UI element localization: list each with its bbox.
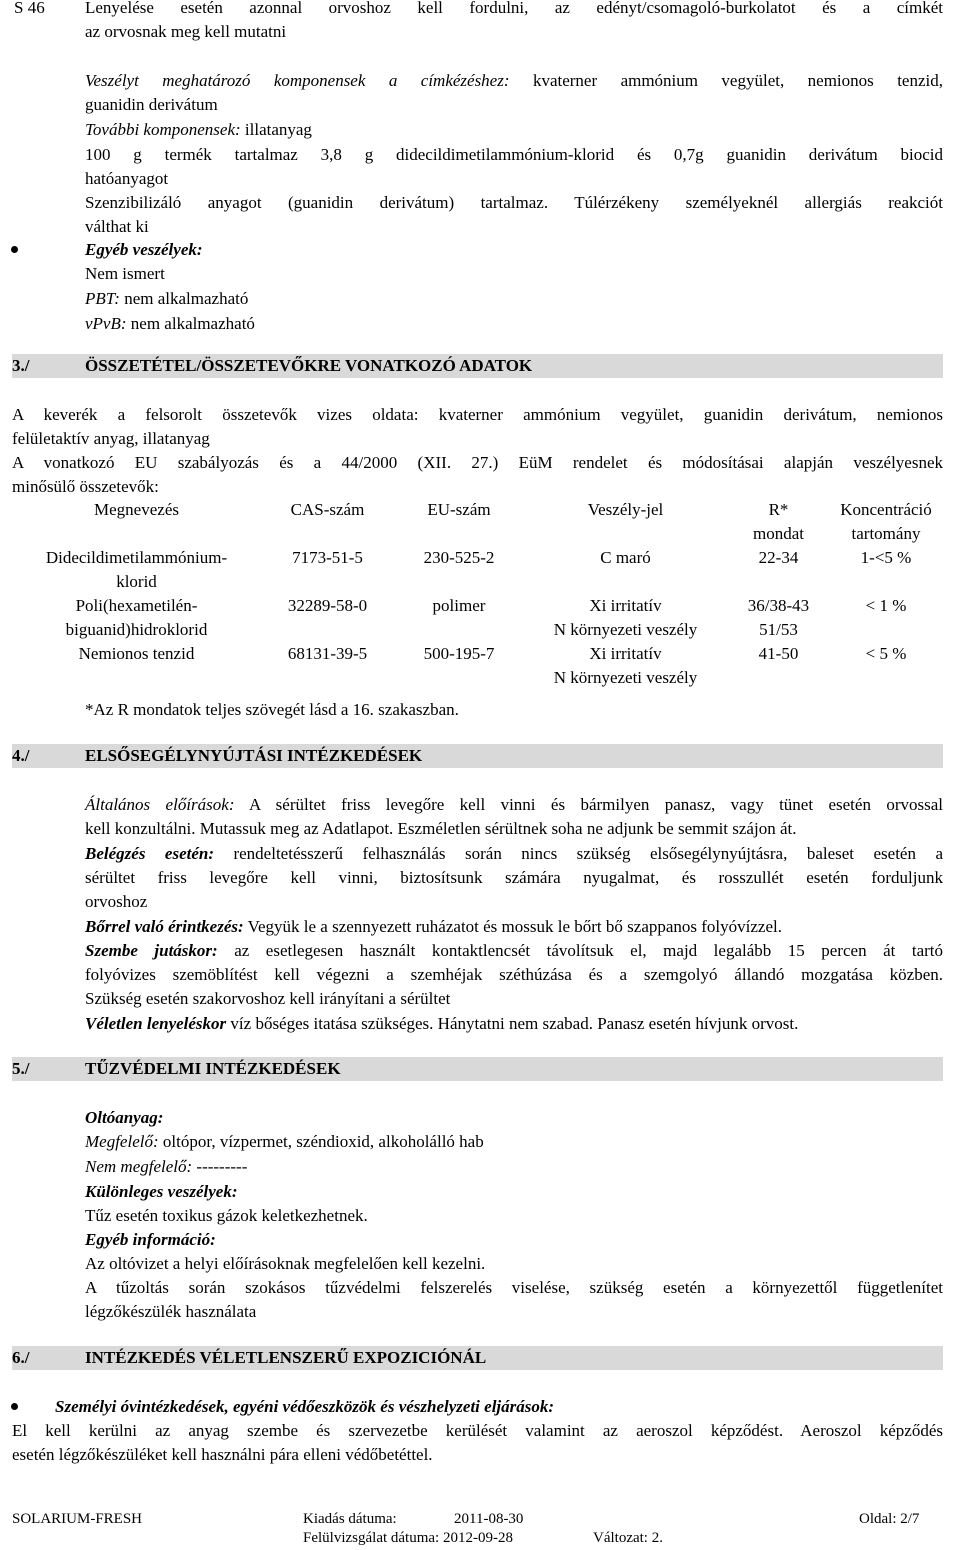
eye-contact-line-2: folyóvizes szemöblítést kell végezni a szemhéjak széthúzása és a szemgolyó állandó mozgatása közben. (85, 965, 943, 984)
determining-components-2: guanidin derivátum (85, 95, 218, 114)
eye-contact-line-3: Szükség esetén szakorvoshoz kell irányítani a sérültet (85, 989, 451, 1008)
skin-contact-text: Vegyük le a szennyezett ruházatot és mossuk le bőrt bő szappanos folyóvízzel. (243, 917, 782, 936)
table-cell (729, 594, 828, 642)
ingestion-label: Véletlen lenyeléskor (85, 1014, 227, 1033)
unsuitable-media-label: Nem megfelelő: (85, 1157, 193, 1176)
table-cell-line: < 5 % (865, 644, 907, 663)
table-cell-line: 68131-39-5 (287, 644, 368, 663)
content-line-1: 100 g termék tartalmaz 3,8 g didecildimetilammónium-klorid és 0,7g guanidin derivátum biocid (85, 145, 943, 164)
table-cell (396, 546, 522, 594)
pbt-value: nem alkalmazható (119, 289, 249, 308)
table-row (14, 546, 944, 594)
general-advice-line-1 (85, 793, 943, 817)
general-advice-label: Általános előírások: (85, 795, 235, 814)
table-header-cell (729, 498, 828, 546)
table-cell-line: 41-50 (758, 644, 799, 663)
table-cell (828, 594, 944, 642)
footer-issue-label: Kiadás dátuma: (303, 1511, 397, 1527)
sensitizer-line-2: válthat ki (85, 217, 149, 236)
table-cell-line: 51/53 (759, 620, 798, 639)
determining-components-text: kvaterner ammónium vegyület, nemionos tenzid, (509, 71, 943, 90)
table-cell (14, 594, 259, 642)
table-cell-line: N környezeti veszély (553, 668, 698, 687)
table-cell (729, 642, 828, 690)
table-cell-line: Xi irritatív (589, 596, 662, 615)
personal-precautions-heading: Személyi óvintézkedések, egyéni védőeszközök és vészhelyzeti eljárások: (55, 1397, 555, 1416)
table-cell-line: 230-525-2 (423, 548, 495, 567)
other-hazards-heading: Egyéb veszélyek: (85, 240, 203, 259)
section-5-title: TŰZVÉDELMI INTÉZKEDÉSEK (85, 1059, 341, 1078)
general-advice-line-2: kell konzultálni. Mutassuk meg az Adatlapot. Eszméletlen sérültnek soha ne adjunk be semmit szájon át. (85, 819, 797, 838)
section-3-number: 3./ (12, 356, 30, 375)
table-cell (259, 594, 396, 642)
table-cell-line: Nemionos tenzid (78, 644, 195, 663)
table-row (14, 594, 944, 642)
footer-product: SOLARIUM-FRESH (12, 1511, 143, 1527)
table-cell-line: C maró (600, 548, 651, 567)
table-cell-line: Didecildimetilammónium- (45, 548, 228, 567)
other-components (85, 118, 312, 142)
table-cell-line: 36/38-43 (747, 596, 810, 615)
unsuitable-media-text: --------- (192, 1157, 248, 1176)
table-cell (729, 546, 828, 594)
table-cell-line: 7173-51-5 (292, 548, 363, 567)
table-header-cell (522, 498, 729, 546)
table-header-cell (14, 498, 259, 546)
determining-components-label: Veszélyt meghatározó komponensek a címkézéshez: (85, 71, 510, 90)
bullet-icon (11, 1403, 18, 1410)
section-6-number: 6./ (12, 1348, 30, 1367)
table-cell-line: Veszély-jel (587, 500, 664, 519)
table-cell-line: Xi irritatív (589, 644, 662, 663)
pbt-line (85, 287, 248, 311)
special-hazards-text: Tűz esetén toxikus gázok keletkezhetnek. (85, 1206, 368, 1225)
s46-code: S 46 (14, 0, 45, 17)
inhalation-text: rendeltetésszerű felhasználás során nincs szükség elsősegélynyújtásra, baleset esetén a (214, 844, 943, 863)
table-cell-line: N környezeti veszély (553, 620, 698, 639)
determining-components (85, 69, 943, 93)
vpvb-value: nem alkalmazható (126, 314, 255, 333)
section-5-header (12, 1057, 943, 1081)
r-phrases-note: *Az R mondatok teljes szövegét lásd a 16. szakaszban. (85, 700, 459, 719)
vpvb-line (85, 312, 255, 336)
other-components-text: illatanyag (240, 120, 312, 139)
table-cell-line: klorid (116, 572, 157, 591)
table-cell-line: 32289-58-0 (287, 596, 368, 615)
eye-contact-label: Szembe jutáskor: (85, 941, 218, 960)
section-3-title: ÖSSZETÉTEL/ÖSSZETEVŐKRE VONATKOZÓ ADATOK (85, 356, 533, 375)
suitable-media-text: oltópor, vízpermet, széndioxid, alkoholálló hab (158, 1132, 484, 1151)
composition-table (14, 498, 944, 690)
general-advice-text: A sérültet friss levegőre kell vinni és bármilyen panasz, vagy tünet esetén orvossal (234, 795, 943, 814)
table-cell-line: CAS-szám (290, 500, 365, 519)
table-cell (259, 642, 396, 690)
table-header-cell (396, 498, 522, 546)
vpvb-label: vPvB: (85, 314, 127, 333)
ingestion-line (85, 1012, 798, 1036)
section-5-number: 5./ (12, 1059, 30, 1078)
unsuitable-media-line (85, 1155, 247, 1179)
s46-text-2: az orvosnak meg kell mutatni (85, 22, 287, 41)
eye-contact-line-1 (85, 939, 943, 963)
table-cell (522, 546, 729, 594)
section-3-para-1-line-2: felületaktív anyag, illatanyag (12, 429, 210, 448)
table-cell (828, 546, 944, 594)
table-header-cell (828, 498, 944, 546)
section-3-para-1-line-1: A keverék a felsorolt összetevők vizes oldata: kvaterner ammónium vegyület, guanidin derivátum, nemionos (12, 405, 943, 424)
table-cell (522, 594, 729, 642)
personal-precautions-line-1: El kell kerülni az anyag szembe és szervezetbe kerülését valamint az aeroszol képződést. Aeroszol képződés (12, 1421, 943, 1440)
table-cell-line: tartomány (851, 524, 921, 543)
section-3-para-2-line-1: A vonatkozó EU szabályozás és a 44/2000 (XII. 27.) EüM rendelet és módosításai alapján veszélyesnek (12, 453, 943, 472)
table-header-cell (259, 498, 396, 546)
skin-contact-label: Bőrrel való érintkezés: (85, 917, 244, 936)
table-cell-line: polimer (432, 596, 486, 615)
inhalation-line-1 (85, 842, 943, 866)
table-cell (396, 594, 522, 642)
table-cell-line: mondat (753, 524, 804, 543)
footer-version: Változat: 2. (593, 1530, 663, 1546)
table-cell-line: 22-34 (758, 548, 799, 567)
other-info-text-2: A tűzoltás során szokásos tűzvédelmi felszerelés viselése, szükség esetén a környezettől függetlenítet (85, 1278, 943, 1297)
s46-text: Lenyelése esetén azonnal orvoshoz kell fordulni, az edényt/csomagoló-burkolatot és a címkét (85, 0, 943, 17)
table-cell (14, 546, 259, 594)
table-cell-line: Poli(hexametilén- (75, 596, 198, 615)
table-cell (396, 642, 522, 690)
table-cell-line: Megnevezés (94, 500, 179, 519)
bullet-icon (11, 246, 18, 253)
section-4-number: 4./ (12, 746, 30, 765)
eye-contact-text: az esetlegesen használt kontaktlencsét távolítsuk el, majd legalább 15 percen át tartó (217, 941, 943, 960)
other-info-text-3: légzőkészülék használata (85, 1302, 257, 1321)
table-cell (259, 546, 396, 594)
other-hazards-line: Nem ismert (85, 264, 165, 283)
content-line-2: hatóanyagot (85, 169, 169, 188)
other-info-text: Az oltóvizet a helyi előírásoknak megfelelően kell kezelni. (85, 1254, 486, 1273)
table-cell (522, 642, 729, 690)
pbt-label: PBT: (85, 289, 120, 308)
other-info-heading: Egyéb információ: (85, 1230, 216, 1249)
section-4-header (12, 744, 943, 768)
footer-page: Oldal: 2/7 (859, 1511, 920, 1527)
table-cell-line: EU-szám (427, 500, 491, 519)
ingestion-text: víz bőséges itatása szükséges. Hánytatni nem szabad. Panasz esetén hívjunk orvost. (226, 1014, 799, 1033)
section-6-title: INTÉZKEDÉS VÉLETLENSZERŰ EXPOZICIÓNÁL (85, 1348, 487, 1367)
table-cell-line: < 1 % (865, 596, 907, 615)
table-cell-line: 1-<5 % (860, 548, 912, 567)
section-6-header (12, 1346, 943, 1370)
section-4-title: ELSŐSEGÉLYNYÚJTÁSI INTÉZKEDÉSEK (85, 746, 423, 765)
section-3-header (12, 354, 943, 378)
inhalation-line-2: sérültet friss levegőre kell vinni, biztosítsunk számára nyugalmat, és rosszullét esetén forduljunk (85, 868, 943, 887)
suitable-media-label: Megfelelő: (85, 1132, 159, 1151)
footer-issue-date: 2011-08-30 (454, 1511, 524, 1527)
section-3-para-2-line-2: minősülő összetevők: (12, 477, 159, 496)
inhalation-line-3: orvoshoz (85, 892, 148, 911)
special-hazards-heading: Különleges veszélyek: (85, 1182, 238, 1201)
inhalation-label: Belégzés esetén: (85, 844, 214, 863)
table-header-row (14, 498, 944, 546)
other-components-label: További komponensek: (85, 120, 241, 139)
suitable-media-line (85, 1130, 484, 1154)
skin-contact-line (85, 915, 782, 939)
table-cell-line: 500-195-7 (423, 644, 495, 663)
table-row (14, 642, 944, 690)
table-cell-line: biguanid)hidroklorid (65, 620, 208, 639)
personal-precautions-line-2: esetén légzőkészüléket kell használni pára elleni védőbetéttel. (12, 1445, 433, 1464)
extinguishing-media-heading: Oltóanyag: (85, 1108, 164, 1127)
footer-review: Felülvizsgálat dátuma: 2012-09-28 (303, 1530, 513, 1546)
sensitizer-line-1: Szenzibilizáló anyagot (guanidin derivátum) tartalmaz. Túlérzékeny személyeknél allergiás reakciót (85, 193, 943, 212)
table-cell (14, 642, 259, 690)
table-cell-line: R* (768, 500, 789, 519)
table-cell (828, 642, 944, 690)
table-cell-line: Koncentráció (840, 500, 932, 519)
